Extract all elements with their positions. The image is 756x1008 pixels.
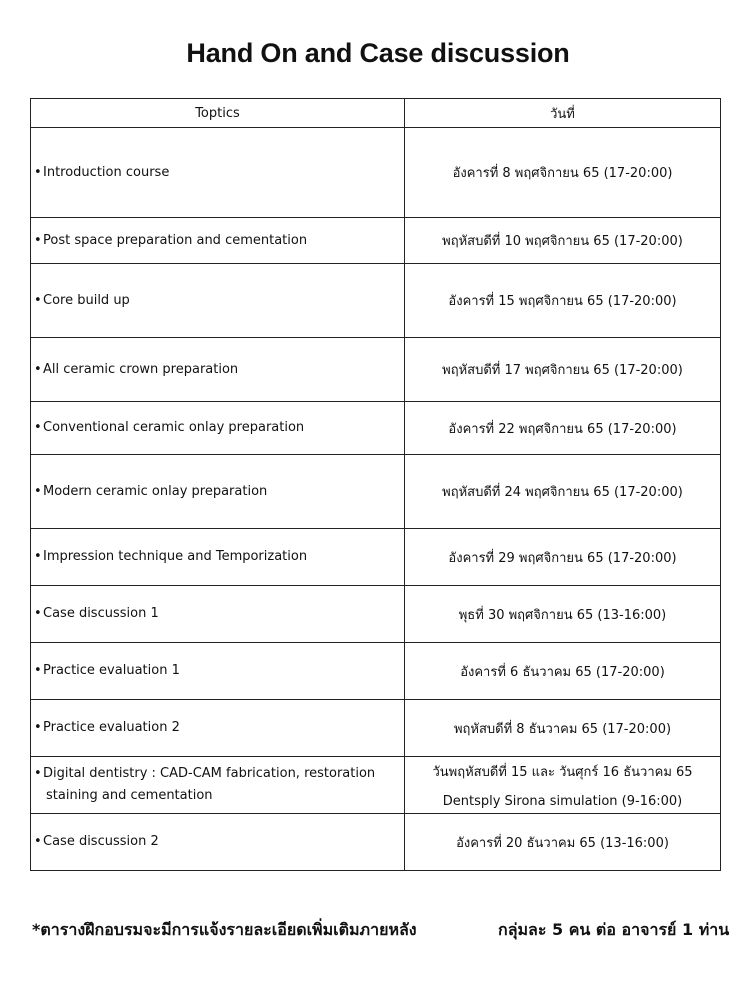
topic-text-line2: staining and cementation xyxy=(46,788,213,803)
bullet: • xyxy=(34,232,42,248)
topic-text: All ceramic crown preparation xyxy=(43,361,239,377)
table-row xyxy=(31,586,721,643)
date-cell: อังคารที่ 29 พฤศจิกายน 65 (17-20:00) xyxy=(405,529,721,586)
date-cell: อังคารที่ 8 พฤศจิกายน 65 (17-20:00) xyxy=(405,128,721,218)
topic-cell xyxy=(31,338,405,402)
table-row xyxy=(31,700,721,757)
date-text-line2: Dentsply Sirona simulation (9-16:00) xyxy=(442,794,683,809)
table-row xyxy=(31,128,721,218)
table-row xyxy=(31,643,721,700)
table-row xyxy=(31,264,721,338)
date-cell xyxy=(405,757,721,814)
bullet: • xyxy=(34,720,42,735)
topic-cell xyxy=(31,757,405,814)
topic-text: Digital dentistry : CAD-CAM fabrication, restoration xyxy=(43,766,376,781)
footer-group-info: กลุ่มละ 5 คน ต่อ อาจารย์ 1 ท่าน xyxy=(498,920,730,939)
topic-cell xyxy=(31,402,405,455)
date-cell: อังคารที่ 20 ธันวาคม 65 (13-16:00) xyxy=(405,814,721,871)
column-header-date: วันที่ xyxy=(405,99,721,128)
table-row xyxy=(31,455,721,529)
topic-text: Case discussion 1 xyxy=(43,606,159,621)
date-cell: อังคารที่ 6 ธันวาคม 65 (17-20:00) xyxy=(405,643,721,700)
footer-note: *ตารางฝึกอบรมจะมีการแจ้งรายละเอียดเพิ่มเติมภายหลัง xyxy=(32,920,417,939)
bullet: • xyxy=(34,483,42,499)
topic-cell xyxy=(31,128,405,218)
topic-cell xyxy=(31,455,405,529)
bullet: • xyxy=(34,606,42,621)
column-header-topics: Toptics xyxy=(31,99,405,128)
bullet: • xyxy=(34,164,42,180)
bullet: • xyxy=(34,549,42,564)
topic-cell xyxy=(31,586,405,643)
topic-text: Case discussion 2 xyxy=(43,834,159,849)
bullet: • xyxy=(34,766,42,781)
date-cell: พฤหัสบดีที่ 10 พฤศจิกายน 65 (17-20:00) xyxy=(405,218,721,264)
date-cell: อังคารที่ 15 พฤศจิกายน 65 (17-20:00) xyxy=(405,264,721,338)
date-cell: พฤหัสบดีที่ 8 ธันวาคม 65 (17-20:00) xyxy=(405,700,721,757)
table-header-row xyxy=(31,99,721,128)
topic-text: Introduction course xyxy=(43,164,170,180)
date-cell: พฤหัสบดีที่ 17 พฤศจิกายน 65 (17-20:00) xyxy=(405,338,721,402)
topic-text: Core build up xyxy=(43,292,130,308)
table-row xyxy=(31,402,721,455)
date-cell: อังคารที่ 22 พฤศจิกายน 65 (17-20:00) xyxy=(405,402,721,455)
date-cell: พฤหัสบดีที่ 24 พฤศจิกายน 65 (17-20:00) xyxy=(405,455,721,529)
topic-text: Conventional ceramic onlay preparation xyxy=(43,420,305,435)
topic-text: Practice evaluation 2 xyxy=(43,720,180,735)
bullet: • xyxy=(34,361,42,377)
bullet: • xyxy=(34,420,42,435)
topic-cell xyxy=(31,700,405,757)
topic-text: Post space preparation and cementation xyxy=(43,232,308,248)
topic-cell xyxy=(31,264,405,338)
table-row xyxy=(31,529,721,586)
topic-cell xyxy=(31,814,405,871)
table-row xyxy=(31,218,721,264)
topic-text: Impression technique and Temporization xyxy=(43,549,308,564)
topic-cell xyxy=(31,643,405,700)
bullet: • xyxy=(34,834,42,849)
topic-cell xyxy=(31,218,405,264)
topic-text: Modern ceramic onlay preparation xyxy=(43,483,268,499)
date-text: วันพฤหัสบดีที่ 15 และ วันศุกร์ 16 ธันวาคม 65 xyxy=(432,765,693,780)
topic-cell xyxy=(31,529,405,586)
table-row xyxy=(31,757,721,814)
table-row xyxy=(31,338,721,402)
bullet: • xyxy=(34,663,42,678)
table-row xyxy=(31,814,721,871)
schedule-table xyxy=(30,98,721,871)
date-cell: พุธที่ 30 พฤศจิกายน 65 (13-16:00) xyxy=(405,586,721,643)
page-title: Hand On and Case discussion xyxy=(186,38,570,68)
bullet: • xyxy=(34,292,42,308)
topic-text: Practice evaluation 1 xyxy=(43,663,180,678)
